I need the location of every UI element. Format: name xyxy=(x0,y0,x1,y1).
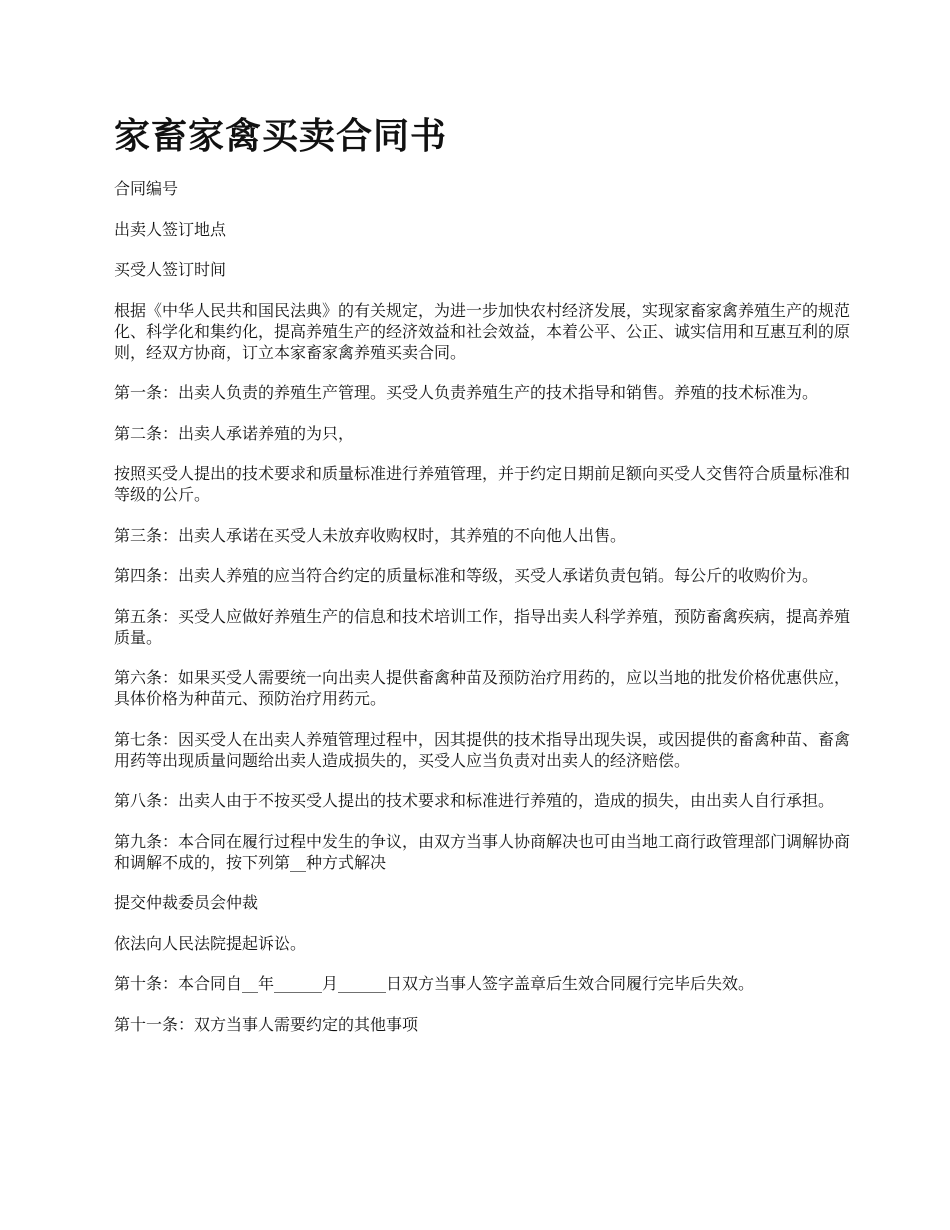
article-7: 第七条：因买受人在出卖人养殖管理过程中，因其提供的技术指导出现失误，或因提供的畜禽种苗、畜禽用药等出现质量问题给出卖人造成损失的，买受人应当负责对出卖人的经济赔偿。 xyxy=(114,729,851,770)
article-4: 第四条：出卖人养殖的应当符合约定的质量标准和等级，买受人承诺负责包销。每公斤的收购价为。 xyxy=(114,566,819,585)
dispute-option-arbitration: 提交仲裁委员会仲裁 xyxy=(114,893,259,912)
dispute-option-litigation: 依法向人民法院提起诉讼。 xyxy=(114,933,307,953)
article-5: 第五条：买受人应做好养殖生产的信息和技术培训工作，指导出卖人科学养殖，预防畜禽疾病，提高养殖质量。 xyxy=(114,606,851,647)
document-page xyxy=(114,112,858,1054)
seller-signing-place-line: 出卖人签订地点 xyxy=(114,219,227,239)
article-3: 第三条：出卖人承诺在买受人未放弃收购权时，其养殖的不向他人出售。 xyxy=(114,525,627,545)
buyer-signing-time-line: 买受人签订时间 xyxy=(114,260,227,279)
article-9: 第九条：本合同在履行过程中发生的争议，由双方当事人协商解决也可由当地工商行政管理部门调解协商和调解不成的，按下列第__种方式解决 xyxy=(114,831,851,872)
article-2: 第二条：出卖人承诺养殖的为只， xyxy=(114,423,355,443)
article-2-continuation: 按照买受人提出的技术要求和质量标准进行养殖管理，并于约定日期前足额向买受人交售符合质量标准和等级的公斤。 xyxy=(114,464,851,504)
contract-number-line: 合同编号 xyxy=(114,179,179,198)
article-8: 第八条：出卖人由于不按买受人提出的技术要求和标准进行养殖的，造成的损失，由出卖人自行承担。 xyxy=(114,791,835,810)
article-11: 第十一条：双方当事人需要约定的其他事项 xyxy=(114,1014,419,1034)
article-6: 第六条：如果买受人需要统一向出卖人提供畜禽种苗及预防治疗用药的，应以当地的批发价格优惠供应，具体价格为种苗元、预防治疗用药元。 xyxy=(114,668,851,708)
article-1: 第一条：出卖人负责的养殖生产管理。买受人负责养殖生产的技术指导和销售。养殖的技术标准为。 xyxy=(114,383,819,402)
preamble-paragraph: 根据《中华人民共和国民法典》的有关规定，为进一步加快农村经济发展，实现家畜家禽养殖生产的规范化、科学化和集约化，提高养殖生产的经济效益和社会效益，本着公平、公正、诚实信用和互惠互利的原则，经双方协商，订立本家畜家禽养殖买卖合同。 xyxy=(114,300,851,362)
document-title: 家畜家禽买卖合同书 xyxy=(114,115,448,157)
article-10: 第十条：本合同自__年______月______日双方当事人签字盖章后生效合同履行完毕后失效。 xyxy=(114,974,755,993)
